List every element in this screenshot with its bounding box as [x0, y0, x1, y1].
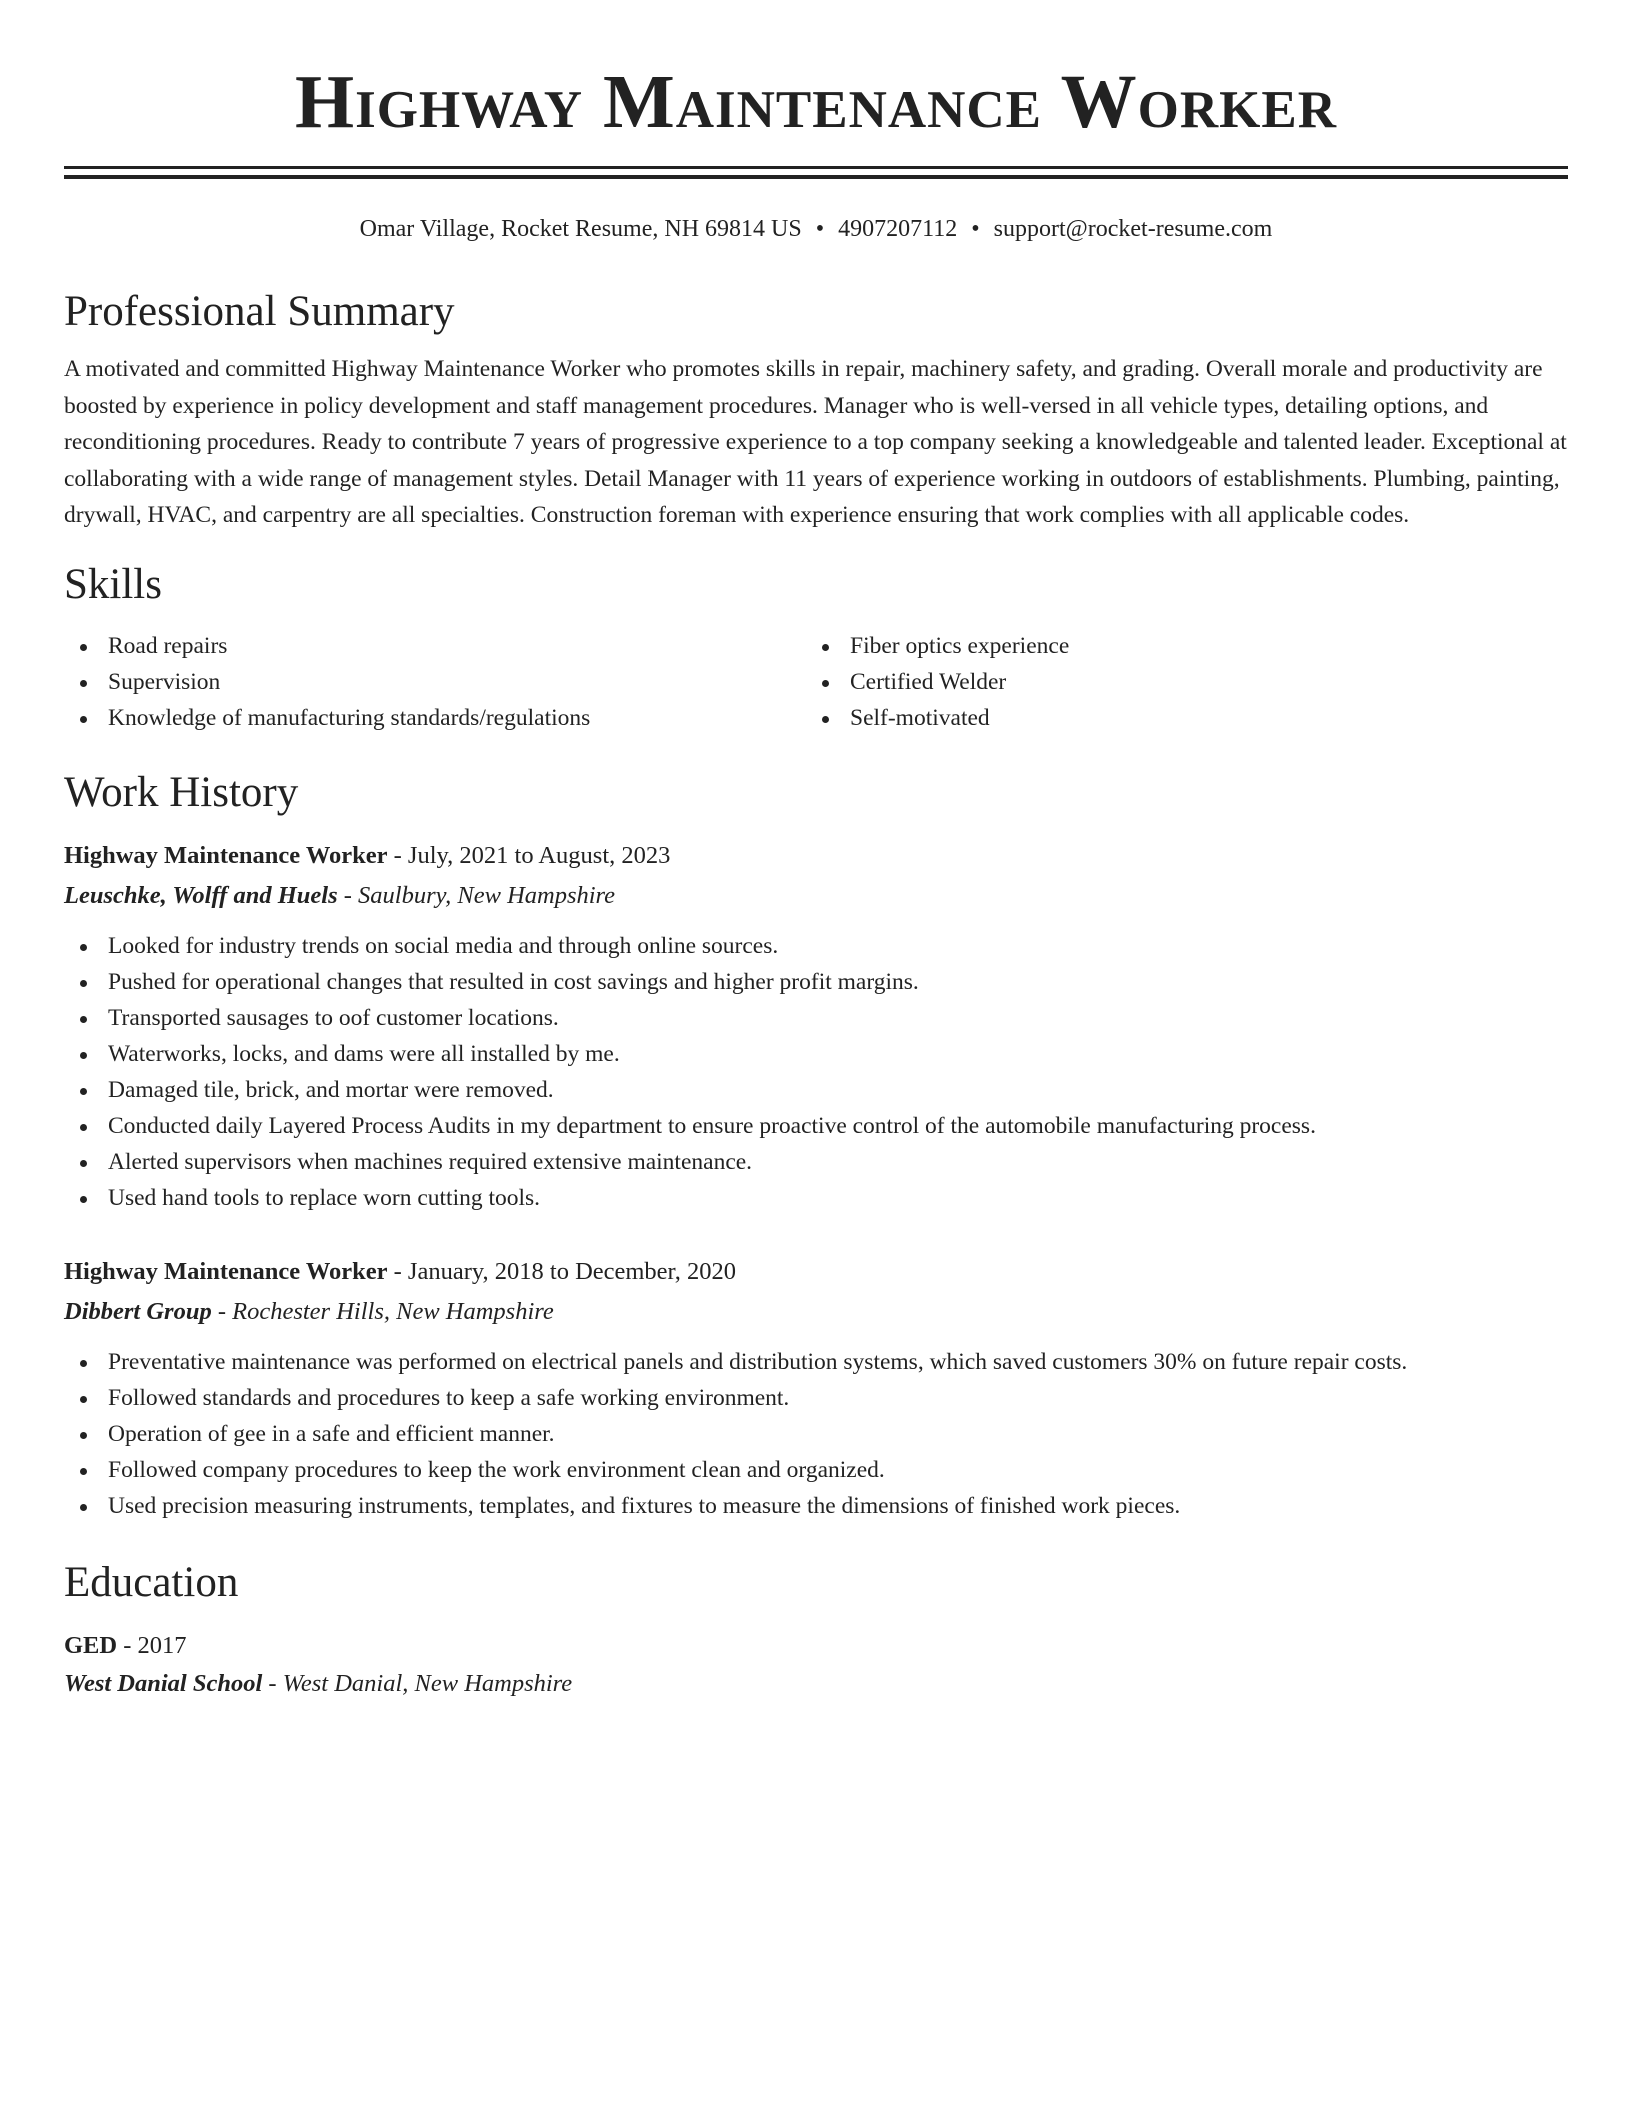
duty-item: Used precision measuring instruments, templates, and fixtures to measure the dimensions of finished work pieces. — [64, 1488, 1568, 1524]
contact-line — [64, 213, 1568, 245]
skills-heading: Skills — [64, 560, 162, 608]
skill-item: Knowledge of manufacturing standards/regulations — [64, 700, 806, 736]
contact-separator: • — [815, 216, 825, 242]
job-dash: - — [393, 1257, 402, 1285]
duty-item: Conducted daily Layered Process Audits in my department to ensure proactive control of the automobile manufacturing process. — [64, 1108, 1568, 1144]
education-degree: GED — [64, 1631, 118, 1659]
duty-item: Alerted supervisors when machines required extensive maintenance. — [64, 1144, 1568, 1180]
skills-column-right — [806, 628, 1548, 736]
job-location: Saulbury, New Hampshire — [358, 881, 616, 909]
job-dash: - — [393, 841, 402, 869]
duty-item: Followed company procedures to keep the work environment clean and organized. — [64, 1452, 1568, 1488]
header-rule-bottom — [64, 175, 1568, 179]
contact-separator: • — [971, 216, 980, 242]
job-position: Highway Maintenance Worker — [64, 1257, 388, 1285]
skill-item: Fiber optics experience — [806, 628, 1548, 664]
contact-address: Omar Village, Rocket Resume, NH 69814 US — [359, 216, 802, 242]
summary-heading: Professional Summary — [64, 288, 455, 335]
duty-item: Pushed for operational changes that resulted in cost savings and higher profit margins. — [64, 964, 1568, 1000]
education-year: 2017 — [137, 1631, 187, 1659]
job-company: Leuschke, Wolff and Huels — [64, 881, 338, 909]
education-dash: - — [268, 1669, 277, 1697]
resume-page — [64, 0, 1568, 1700]
duty-item: Operation of gee in a safe and efficient manner. — [64, 1416, 1568, 1452]
work-history-heading: Work History — [64, 768, 299, 816]
duty-item: Waterworks, locks, and dams were all installed by me. — [64, 1036, 1568, 1072]
job-employer — [64, 1296, 1568, 1328]
job-entry — [64, 840, 1568, 1216]
education-school: West Danial School — [64, 1669, 263, 1697]
skill-item: Self-motivated — [806, 700, 1548, 736]
contact-email: support@rocket-resume.com — [993, 216, 1273, 242]
header-rule-top — [64, 166, 1568, 169]
skill-item: Road repairs — [64, 628, 806, 664]
job-position: Highway Maintenance Worker — [64, 841, 388, 869]
duty-item: Used hand tools to replace worn cutting tools. — [64, 1180, 1568, 1216]
job-dates: July, 2021 to August, 2023 — [407, 841, 671, 869]
duty-item: Damaged tile, brick, and mortar were removed. — [64, 1072, 1568, 1108]
job-duties — [64, 1344, 1568, 1524]
skills-column-left — [64, 628, 806, 736]
job-dates: January, 2018 to December, 2020 — [407, 1257, 736, 1285]
duty-item: Followed standards and procedures to keep a safe working environment. — [64, 1380, 1568, 1416]
applicant-name: Highway Maintenance Worker — [294, 60, 1338, 144]
duty-item: Preventative maintenance was performed on electrical panels and distribution systems, which saved customers 30% on future repair costs. — [64, 1344, 1568, 1380]
job-dash: - — [343, 881, 352, 909]
job-entry — [64, 1256, 1568, 1524]
summary-text: A motivated and committed Highway Maintenance Worker who promotes skills in repair, machinery safety, and grading. Overall morale and productivity are boosted by experience in policy development and staff management procedures. Manager who is well-versed in all vehicle types, detailing options, and reconditioning procedures. Ready to contribute 7 years of progressive experience to a top company seeking a knowledgeable and talented leader. Exceptional at collaborating with a wide range of management styles. Detail Manager with 11 years of experience working in outdoors of establishments. Plumbing, painting, drywall, HVAC, and carpentry are all specialties. Construction foreman with experience ensuring that work complies with all applicable codes. — [64, 356, 1567, 529]
contact-phone: 4907207112 — [838, 216, 958, 242]
education-school-line — [64, 1668, 1568, 1700]
education-dash: - — [123, 1631, 132, 1659]
job-location: Rochester Hills, New Hampshire — [232, 1297, 554, 1325]
job-employer — [64, 880, 1568, 912]
job-header — [64, 840, 1568, 872]
education-location: West Danial, New Hampshire — [282, 1669, 573, 1697]
skill-item: Supervision — [64, 664, 806, 700]
education-degree-line — [64, 1630, 1568, 1662]
job-header — [64, 1256, 1568, 1288]
job-company: Dibbert Group — [64, 1297, 212, 1325]
skills-list — [64, 628, 1568, 736]
skill-item: Certified Welder — [806, 664, 1548, 700]
job-duties — [64, 928, 1568, 1216]
education-heading: Education — [64, 1558, 239, 1606]
duty-item: Transported sausages to oof customer locations. — [64, 1000, 1568, 1036]
job-dash: - — [217, 1297, 226, 1325]
duty-item: Looked for industry trends on social media and through online sources. — [64, 928, 1568, 964]
